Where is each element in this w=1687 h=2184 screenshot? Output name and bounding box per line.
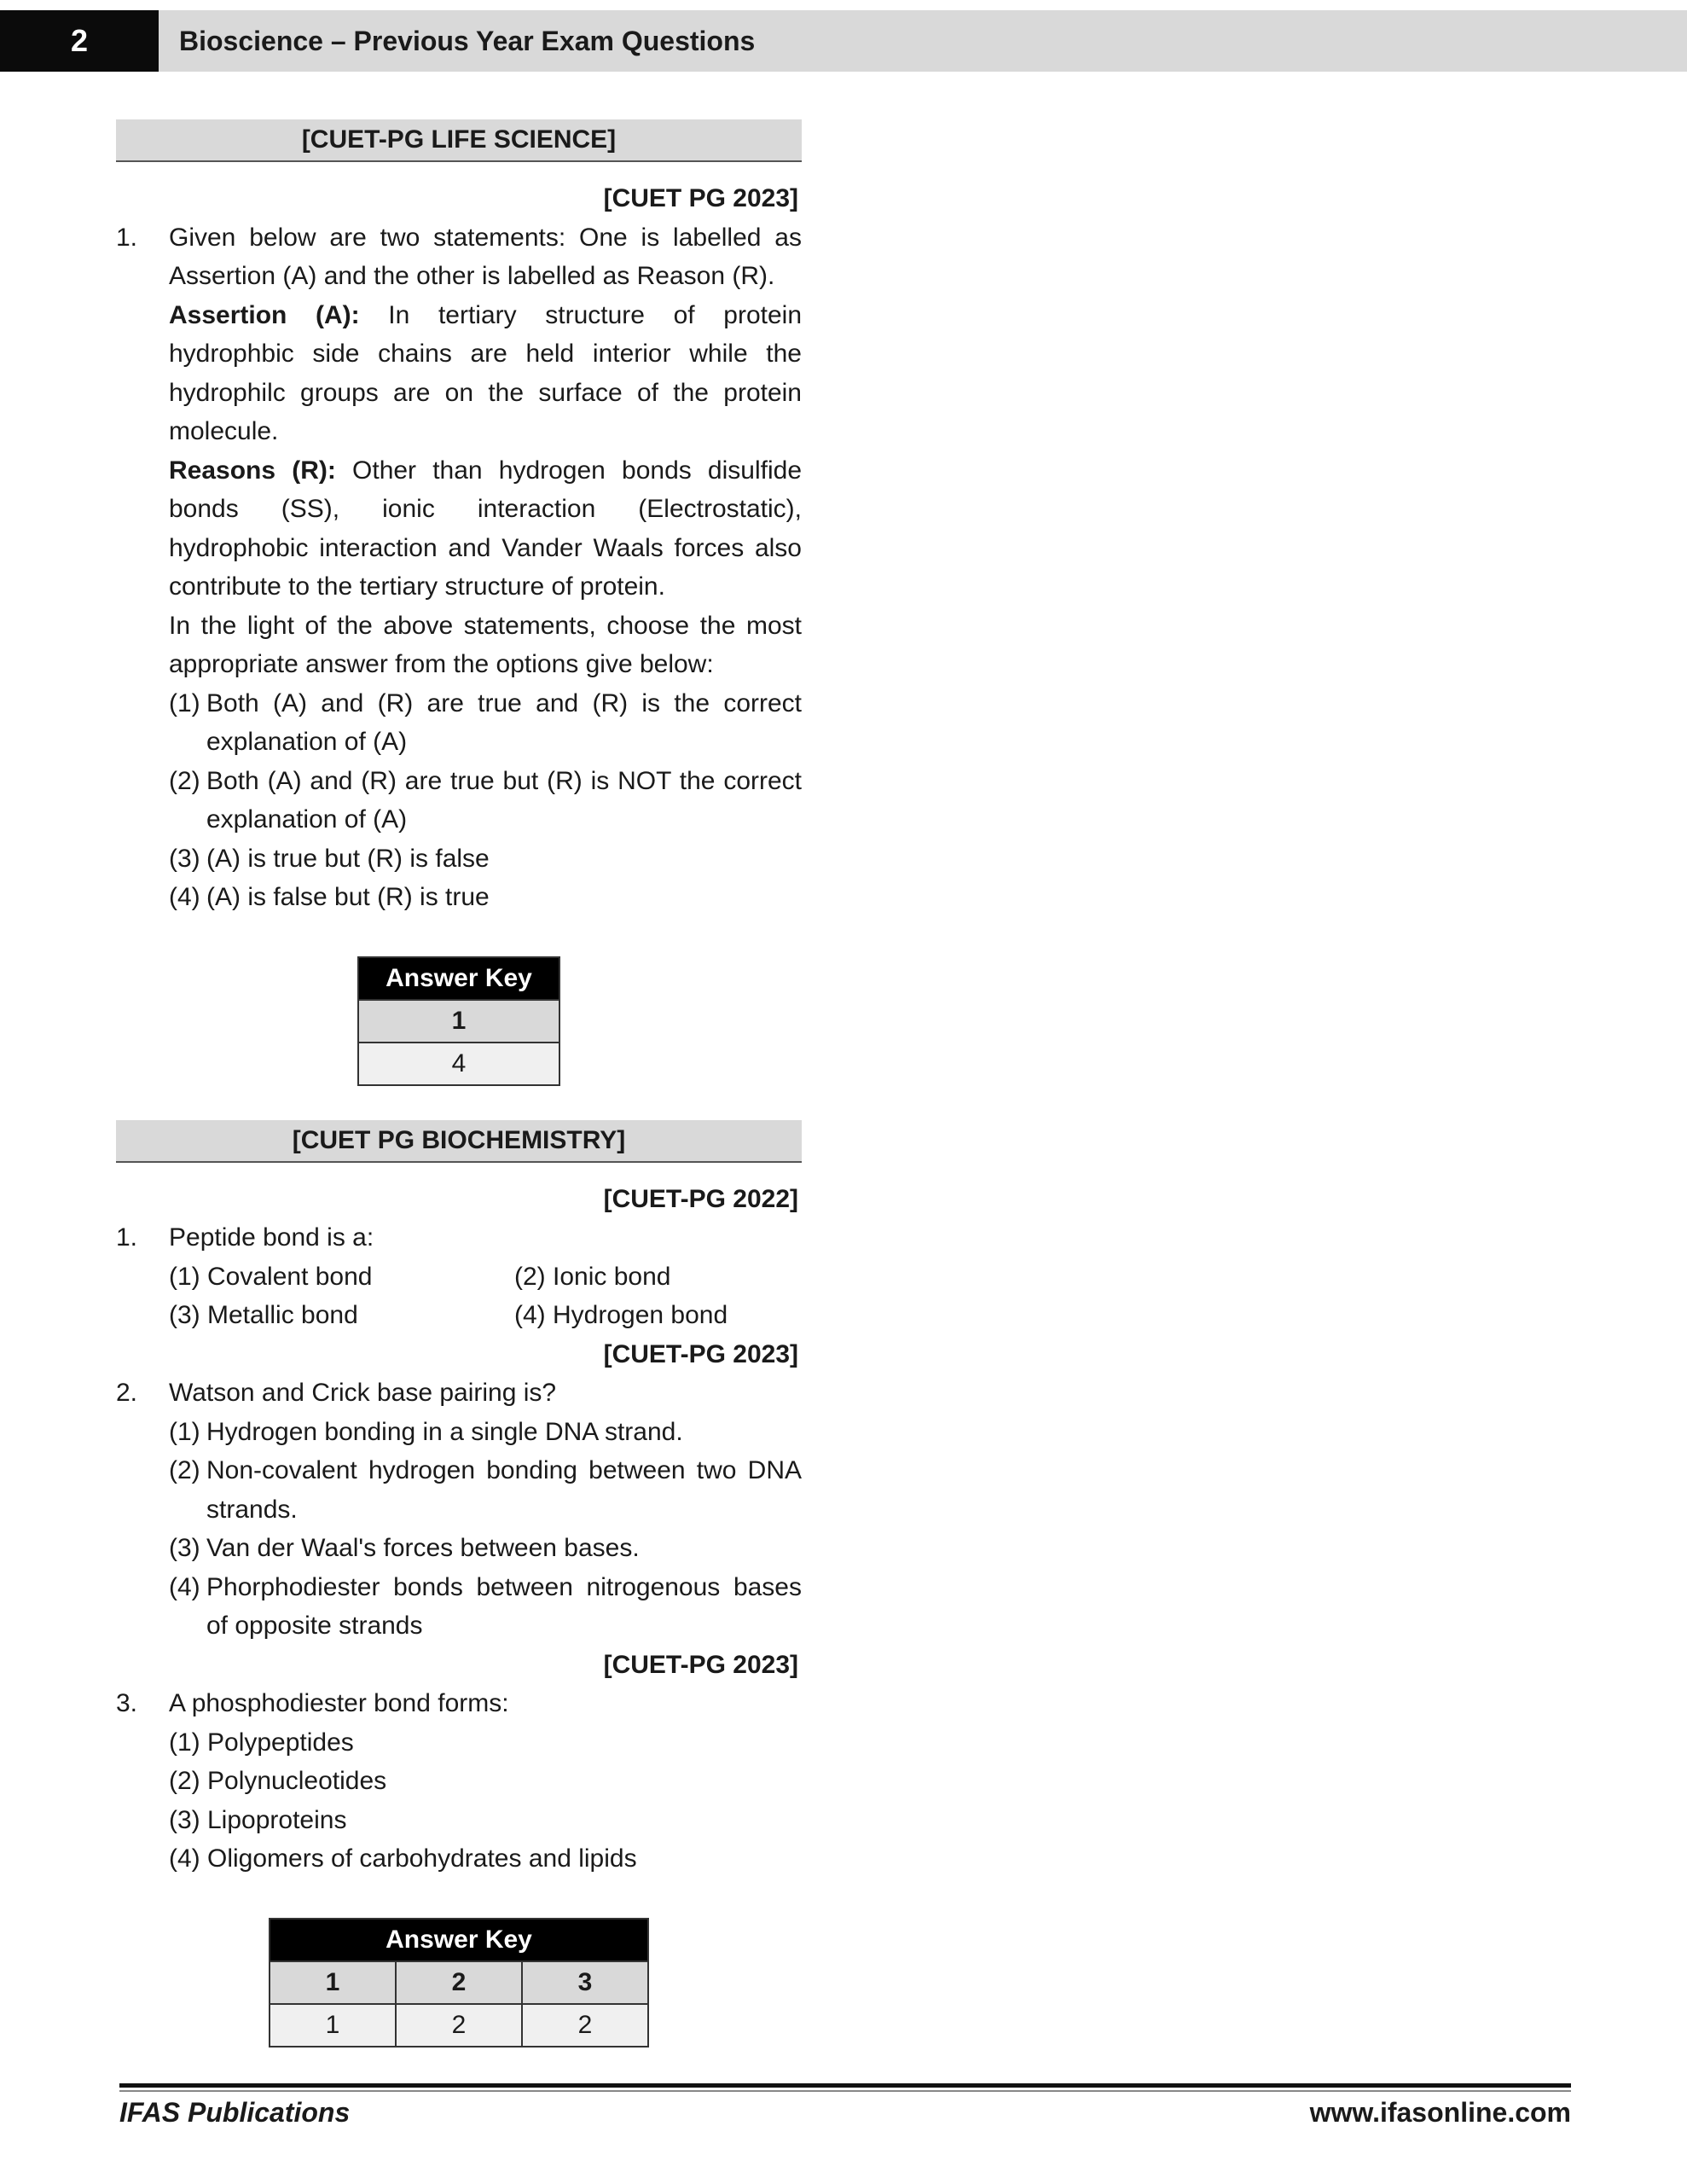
reason-label: Reasons (R): (169, 456, 336, 485)
answer-key-answer: 2 (396, 2004, 522, 2047)
option-number: (4) (169, 883, 200, 911)
section-heading-biochemistry: [CUET PG BIOCHEMISTRY] (116, 1120, 802, 1163)
option: (3) Lipoproteins (169, 1805, 347, 1834)
question-body (169, 218, 802, 917)
option (169, 1451, 802, 1529)
question-2-biochemistry (116, 1374, 802, 1646)
option: (1) Covalent bond (169, 1262, 373, 1291)
assertion-text: In tertiary structure of protein hydrophbic side chains are held interior while the hydrophilc groups are on the surface of the protein molecule. (169, 300, 802, 445)
option-text: Phorphodiester bonds between nitrogenous bases of opposite strands (206, 1572, 802, 1640)
option: (4) Hydrogen bond (514, 1301, 728, 1329)
option-text: Both (A) and (R) are true and (R) is the correct explanation of (A) (206, 688, 802, 756)
option: (1) Polypeptides (169, 1728, 354, 1757)
question-body (169, 1374, 802, 1646)
content-column (116, 119, 802, 2048)
option-text: (A) is true but (R) is false (206, 844, 490, 873)
footer-rule (119, 2083, 1571, 2088)
option (169, 1529, 802, 1568)
footer-rule-thin (119, 2090, 1571, 2092)
question-text: Watson and Crick base pairing is? (169, 1379, 557, 1407)
option-row (169, 1258, 860, 1297)
option-number: (3) (169, 844, 200, 873)
question-body (169, 1684, 802, 1879)
question-1-life-science (116, 218, 802, 917)
website-url: www.ifasonline.com (1309, 2097, 1571, 2128)
answer-key-table-1 (357, 956, 560, 1086)
question-number: 1. (116, 1223, 138, 1252)
section-heading-life-science: [CUET-PG LIFE SCIENCE] (116, 119, 802, 162)
option (169, 878, 802, 917)
page-title: Bioscience – Previous Year Exam Questions (179, 26, 756, 56)
answer-key-answer: 2 (522, 2004, 648, 2047)
exam-tag: [CUET PG 2023] (603, 184, 798, 212)
page-number: 2 (0, 10, 159, 72)
option-text: Hydrogen bonding in a single DNA strand. (206, 1417, 683, 1446)
exam-tag: [CUET-PG 2022] (603, 1184, 798, 1213)
question-number: 3. (116, 1689, 138, 1717)
option-text: Both (A) and (R) are true but (R) is NOT the correct explanation of (A) (206, 766, 802, 834)
option-number: (4) (169, 1572, 200, 1601)
option: (2) Ionic bond (514, 1262, 671, 1291)
option (169, 762, 802, 839)
answer-key-title: Answer Key (358, 957, 559, 1000)
instruction: In the light of the above statements, choose the most appropriate answer from the options give below: (169, 611, 802, 678)
option-row (169, 1296, 860, 1335)
answer-key-question: 3 (522, 1961, 648, 2004)
option: (3) Metallic bond (169, 1301, 358, 1329)
option (169, 1413, 802, 1452)
question-3-biochemistry (116, 1684, 802, 1879)
answer-key-question: 1 (358, 1000, 559, 1043)
assertion-label: Assertion (A): (169, 300, 360, 329)
assertion (169, 296, 802, 451)
option-number: (3) (169, 1534, 200, 1562)
reason (169, 451, 802, 607)
option: (4) Oligomers of carbohydrates and lipids (169, 1844, 637, 1873)
option (169, 839, 802, 879)
option-text: Van der Waal's forces between bases. (206, 1534, 640, 1562)
option-number: (1) (169, 1417, 200, 1446)
exam-tag: [CUET-PG 2023] (603, 1339, 798, 1368)
answer-key-question: 2 (396, 1961, 522, 2004)
question-text: Peptide bond is a: (169, 1223, 374, 1252)
publisher-name: IFAS Publications (119, 2097, 351, 2128)
answer-key-table-2 (269, 1918, 649, 2048)
option-text: Non-covalent hydrogen bonding between two DNA strands. (206, 1456, 802, 1524)
reason-text: Other than hydrogen bonds disulfide bonds (SS), ionic interaction (Electrostatic), hydrophobic interaction and Vander Waals forces also contribute to the tertiary structure of protein. (169, 456, 802, 601)
exam-tag: [CUET-PG 2023] (603, 1650, 798, 1679)
option-text: (A) is false but (R) is true (206, 883, 490, 911)
answer-key-answer: 4 (358, 1043, 559, 1085)
option-number: (2) (169, 1456, 200, 1484)
question-intro: Given below are two statements: One is labelled as Assertion (A) and the other is labelled as Reason (R). (169, 223, 802, 290)
question-text: A phosphodiester bond forms: (169, 1689, 509, 1717)
answer-key-question: 1 (270, 1961, 396, 2004)
question-1-biochemistry (116, 1218, 802, 1335)
question-number: 1. (116, 223, 138, 252)
option-number: (2) (169, 766, 200, 795)
option (169, 1568, 802, 1646)
question-number: 2. (116, 1379, 138, 1407)
option: (2) Polynucleotides (169, 1767, 387, 1795)
question-body (169, 1218, 860, 1335)
answer-key-title: Answer Key (270, 1919, 648, 1961)
option-number: (1) (169, 688, 200, 717)
option (169, 684, 802, 762)
answer-key-answer: 1 (270, 2004, 396, 2047)
